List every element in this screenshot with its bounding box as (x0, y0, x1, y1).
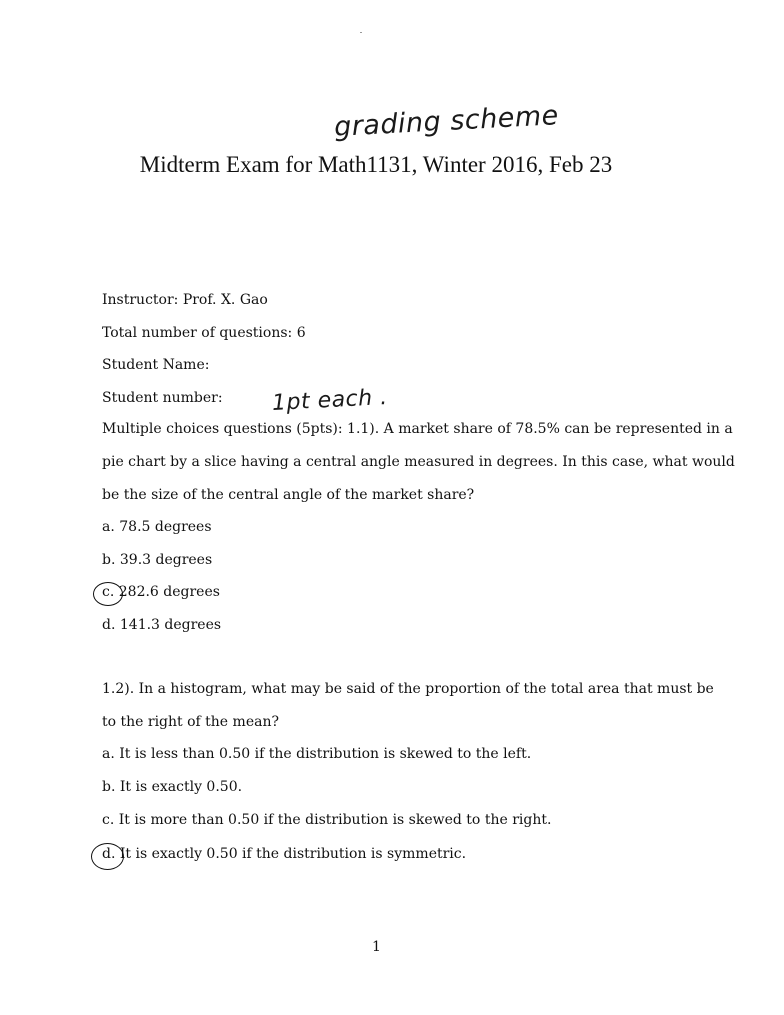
q1-stem-line-2: pie chart by a slice having a central angle measured in degrees. In this case, what would (102, 454, 735, 470)
q1-option-b-letter: b. (102, 552, 116, 568)
q1-option-a-text: 78.5 degrees (119, 519, 212, 535)
q2-option-b (102, 779, 242, 795)
q2-stem-line-2: to the right of the mean? (102, 714, 279, 730)
q2-option-a-letter: a. (102, 746, 115, 762)
total-questions-line: Total number of questions: 6 (102, 325, 306, 341)
q2-option-b-text: It is exactly 0.50. (119, 779, 243, 795)
q1-stem-line-1: Multiple choices questions (5pts): 1.1). A market share of 78.5% can be represented in a (102, 421, 733, 437)
student-name-line: Student Name: (102, 357, 210, 373)
q2-option-a-text: It is less than 0.50 if the distribution is skewed to the left. (119, 746, 532, 762)
q1-option-b (102, 552, 212, 568)
q2-stem-line-1: 1.2). In a histogram, what may be said of the proportion of the total area that must be (102, 681, 714, 697)
q2-answer-circle-mark (91, 843, 124, 870)
q1-option-d (102, 617, 221, 633)
q2-option-d (102, 846, 466, 862)
exam-title: Midterm Exam for Math1131, Winter 2016, Feb 23 (139, 152, 613, 177)
instructor-line: Instructor: Prof. X. Gao (102, 292, 268, 308)
q1-answer-circle-mark (93, 582, 123, 606)
q1-option-a (102, 519, 212, 535)
q2-option-d-text: It is exactly 0.50 if the distribution is symmetric. (119, 846, 467, 862)
q1-option-c-letter: c. (102, 584, 115, 600)
q1-option-c-text: 282.6 degrees (118, 584, 220, 600)
q2-option-c-letter: c. (102, 812, 115, 828)
q1-stem-line-3: be the size of the central angle of the market share? (102, 487, 475, 503)
q2-option-b-letter: b. (102, 779, 116, 795)
scan-speck (360, 32, 362, 33)
q2-option-c-text: It is more than 0.50 if the distribution is skewed to the right. (118, 812, 552, 828)
q1-option-a-letter: a. (102, 519, 115, 535)
q1-option-b-text: 39.3 degrees (119, 552, 213, 568)
q2-option-a (102, 746, 531, 762)
q2-option-c (102, 812, 551, 828)
handwritten-points-each: 1pt each . (271, 384, 389, 417)
student-number-line: Student number: (102, 390, 223, 406)
q1-option-d-text: 141.3 degrees (119, 617, 222, 633)
page-number: 1 (372, 939, 381, 955)
q1-option-d-letter: d. (102, 617, 116, 633)
handwritten-grading-scheme: grading scheme (333, 100, 560, 143)
q2-option-d-letter: d. (102, 846, 116, 862)
